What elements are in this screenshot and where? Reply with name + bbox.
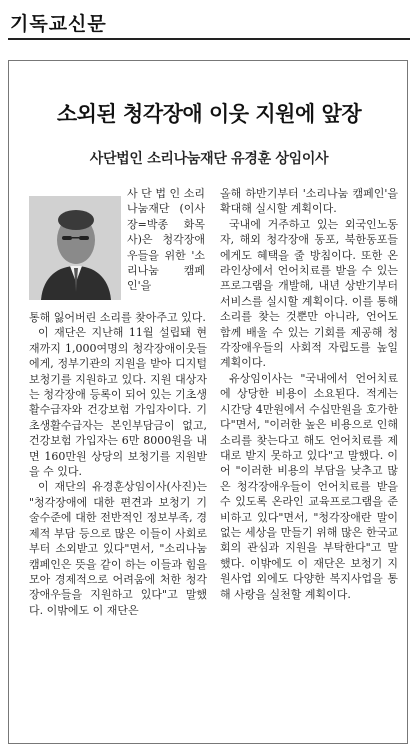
left-paragraph-2: 이 재단은 지난해 11월 설립돼 현재까지 1,000여명의 청각장애이웃들에게, 정부기관의 지원을 받아 디지털 보청기를 지원하고 있다. 지원 대상자는 청각장애 등록이 되어 있는 기초생활수급자와 건강보험 가입자이다. 기초생활수급자는 본인부담금이 없고, 건강보험 가입자는 6만 8000원을 내면 160만원 상당의 보청기를 지원받을 수 있다. [29,326,207,479]
article-headline: 소외된 청각장애 이웃 지원에 앞장 [56,102,362,126]
right-paragraph-3: 유상임이사는 "국내에서 언어치료에 상당한 비용이 소요된다. 적게는 시간당 4만원에서 수십만원을 호가한다"면서, "이러한 높은 비용으로 인해 소리를 찾는다고 해도 언어치료를 제대로 받지 못하고 있다"고 말했다. 이어 "이러한 비용의 부담을 낮추고 많은 청각장애우들이 언어치료를 받을 수 있도록 온라인 교육프로그램을 준비하고 있다"면서, "청각장애란 말이 없는 세상을 만들기 위해 많은 한국교회의 관심과 지원을 부탁한다"고 말했다. 이밖에도 이 재단은 보청기 지원사업 외에도 다양한 복지사업을 통해 사랑을 실천할 계획이다. [220,371,398,601]
masthead-rule [8,38,410,40]
article-left-column [29,310,207,618]
article-subhead: 사단법인 소리나눔재단 유경훈 상임이사 [89,151,329,167]
newspaper-name: 기독교신문 [10,13,107,35]
article-right-column [220,186,398,602]
right-paragraph-1: 올해 하반기부터 '소리나눔 캠페인'을 확대해 실시할 계획이다. [220,187,398,216]
left-paragraph-3: 이 재단의 유경훈상임이사(사진)는 "청각장애에 대한 편견과 보청기 기술수준에 대한 전반적인 정보부족, 경제적 부담 등으로 많은 이들이 사회로부터 소외받고 있다"면서, "소리나눔 캠페인은 뜻을 같이 하는 이들과 힘을 모아 경제적으로 어려움에 처한 청각장애우들을 지원하고 있다"고 말했다. 이밖에도 이 재단은 [29,480,207,617]
left-paragraph-1: 통해 잃어버린 소리를 찾아주고 있다. [29,311,206,324]
portrait-image [29,196,121,300]
masthead [0,0,418,40]
right-paragraph-2: 국내에 거주하고 있는 외국인노동자, 해외 청각장애 동포, 북한동포들에게도 혜택을 줄 방침이다. 또한 온라인상에서 언어치료를 받을 수 있는 프로그램을 개발해, 내년 상반기부터 서비스를 실시할 계획이다. 이를 통해 소리를 찾는 것뿐만 아니라, 언어도 함께 배울 수 있는 기회를 제공해 청각장애우들의 사회적 자립도를 높일 계획이다. [220,217,398,370]
article-intro-text [127,186,205,294]
intro-paragraph: 사 단 법 인 소리나눔재단 (이사장=박종 화목사)은 청각장애우들을 위한 '소리나눔 캠페인'을 [127,187,205,293]
portrait-photo [29,196,121,300]
